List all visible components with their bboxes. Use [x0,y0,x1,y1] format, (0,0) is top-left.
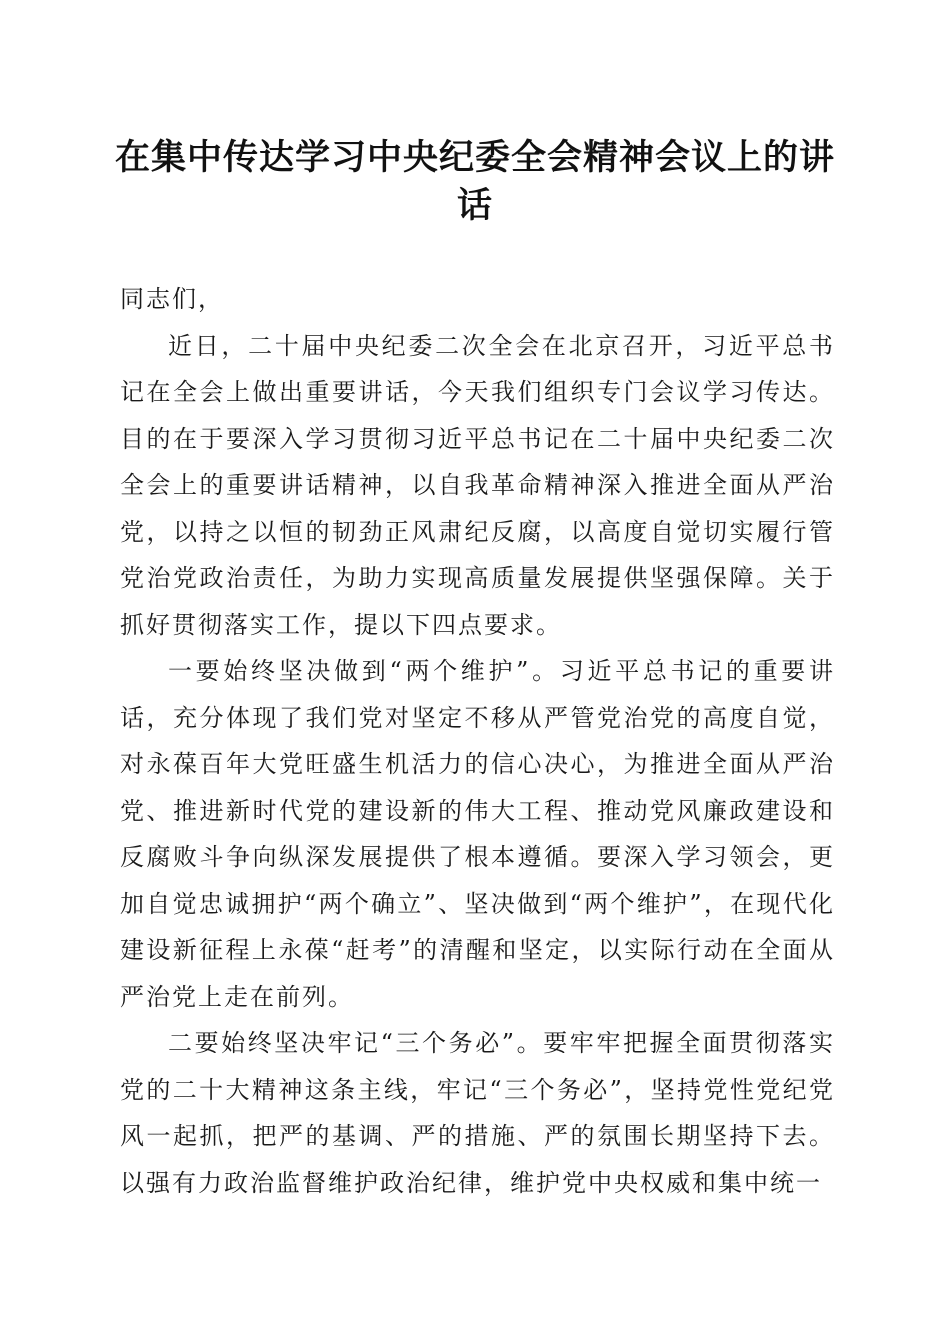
salutation: 同志们， [120,285,224,313]
document-body [120,276,835,1206]
paragraph-intro: 近日，二十届中央纪委二次全会在北京召开，习近平总书记在全会上做出重要讲话，今天我们组织专门会议学习传达。目的在于要深入学习贯彻习近平总书记在二十届中央纪委二次全会上的重要讲话精神，以自我革命精神深入推进全面从严治党，以持之以恒的韧劲正风肃纪反腐，以高度自觉切实履行管党治党政治责任，为助力实现高质量发展提供坚强保障。关于抓好贯彻落实工作，提以下四点要求。 [120,331,835,639]
paragraph-point-one: 一要始终坚决做到“两个维护”。习近平总书记的重要讲话，充分体现了我们党对坚定不移从严管党治党的高度自觉，对永葆百年大党旺盛生机活力的信心决心，为推进全面从严治党、推进新时代党的建设新的伟大工程、推动党风廉政建设和反腐败斗争向纵深发展提供了根本遵循。要深入学习领会，更加自觉忠诚拥护“两个确立”、坚决做到“两个维护”，在现代化建设新征程上永葆“赶考”的清醒和坚定，以实际行动在全面从严治党上走在前列。 [120,657,835,1011]
document-title: 在集中传达学习中央纪委全会精神会议上的讲话 [114,137,835,226]
paragraph-point-two: 二要始终坚决牢记“三个务必”。要牢牢把握全面贯彻落实党的二十大精神这条主线，牢记“三个务必”，坚持党性党纪党风一起抓，把严的基调、严的措施、严的氛围长期坚持下去。以强有力政治监督维护政治纪律，维护党中央权威和集中统一 [120,1029,835,1197]
